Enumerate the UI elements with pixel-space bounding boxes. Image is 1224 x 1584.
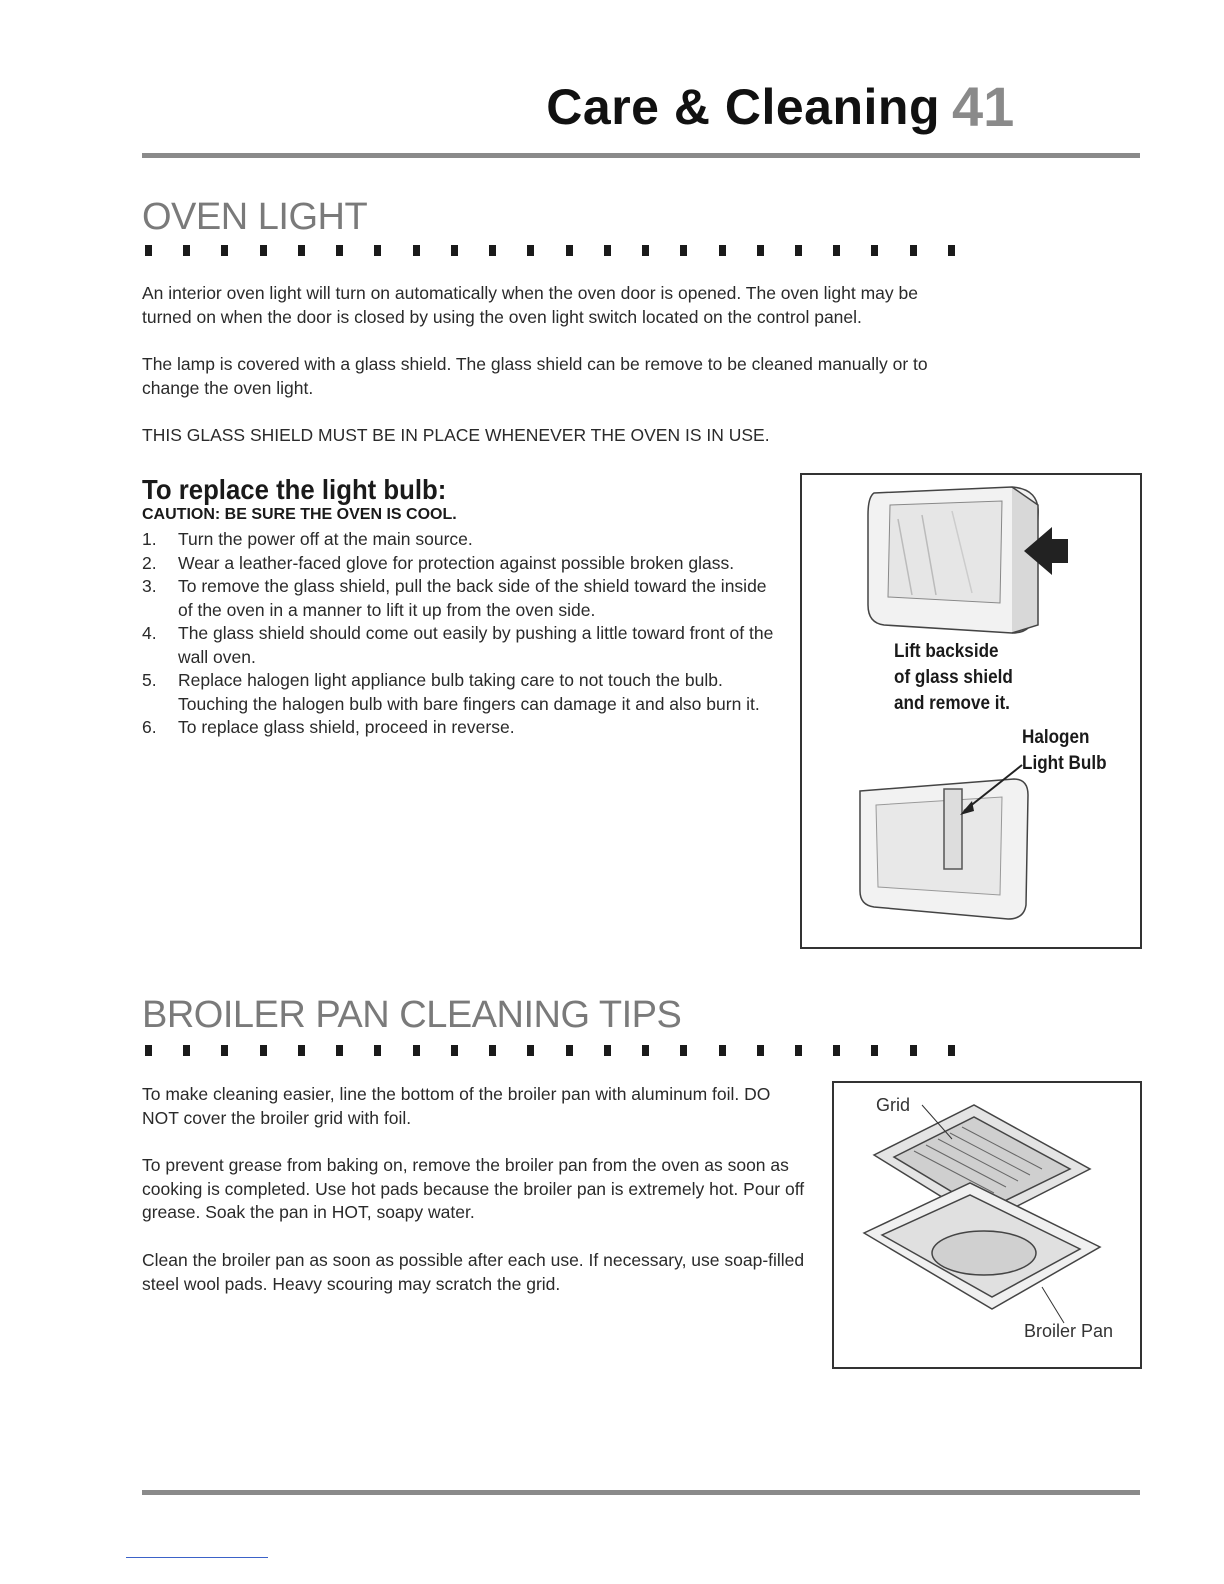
page-number: 41: [952, 75, 1015, 138]
oven-light-divider-dots: [145, 245, 955, 256]
replace-bulb-heading: To replace the light bulb:: [142, 474, 447, 505]
oven-light-paragraph-1: An interior oven light will turn on automatically when the oven door is opened. The oven light may be turned on when the door is closed by using the oven light switch located on the control panel.: [142, 283, 918, 327]
broiler-paragraph-3: Clean the broiler pan as soon as possible after each use. If necessary, use soap-filled steel wool pads. Heavy scouring may scratch the grid.: [142, 1250, 805, 1294]
grid-label: Grid: [876, 1095, 911, 1115]
broiler-pan-label: Broiler Pan: [1024, 1321, 1114, 1341]
list-item: 3. To remove the glass shield, pull the back side of the shield toward the inside of the oven in a manner to lift it up from the oven side.: [142, 576, 767, 620]
oven-light-paragraph-2: The lamp is covered with a glass shield. The glass shield can be remove to be cleaned manually or to change the oven light.: [142, 354, 928, 398]
bulb-label-line-2: Light Bulb: [1022, 753, 1107, 774]
replace-bulb-steps: [142, 528, 782, 740]
lift-label-line-2: of glass shield: [894, 667, 1013, 688]
list-item: 5. Replace halogen light appliance bulb taking care to not touch the bulb. Touching the halogen bulb with bare fingers can damage it and also burn it.: [142, 670, 760, 714]
oven-light-warning: THIS GLASS SHIELD MUST BE IN PLACE WHENEVER THE OVEN IS IN USE.: [142, 425, 770, 445]
header-rule: [142, 153, 1140, 158]
broiler-paragraph-1: To make cleaning easier, line the bottom of the broiler pan with aluminum foil. DO NOT cover the broiler grid with foil.: [142, 1084, 771, 1128]
broiler-paragraph-2: To prevent grease from baking on, remove the broiler pan from the oven as soon as cooking is completed. Use hot pads because the broiler pan is extremely hot. Pour off grease. Soak the pan in HOT, soapy water.: [142, 1155, 805, 1222]
footer-link-underline: [126, 1557, 268, 1558]
oven-light-figure: [800, 473, 1142, 949]
list-item: 6. To replace glass shield, proceed in reverse.: [142, 717, 515, 737]
bulb-label-line-1: Halogen: [1022, 727, 1090, 748]
broiler-divider-dots: [145, 1045, 955, 1056]
list-item: 1. Turn the power off at the main source.: [142, 529, 473, 549]
list-item: 2. Wear a leather-faced glove for protection against possible broken glass.: [142, 552, 735, 573]
footer-rule: [142, 1490, 1140, 1495]
list-item: 4. The glass shield should come out easily by pushing a little toward front of the wall oven.: [142, 623, 774, 667]
lift-label-line-3: and remove it.: [894, 693, 1010, 714]
lift-label-line-1: Lift backside: [894, 641, 999, 662]
page-header-title: Care & Cleaning: [546, 79, 940, 135]
broiler-figure: [832, 1081, 1142, 1369]
broiler-title: BROILER PAN CLEANING TIPS: [142, 994, 682, 1036]
oven-light-title: OVEN LIGHT: [142, 196, 368, 238]
caution-note: CAUTION: BE SURE THE OVEN IS COOL.: [142, 506, 457, 523]
